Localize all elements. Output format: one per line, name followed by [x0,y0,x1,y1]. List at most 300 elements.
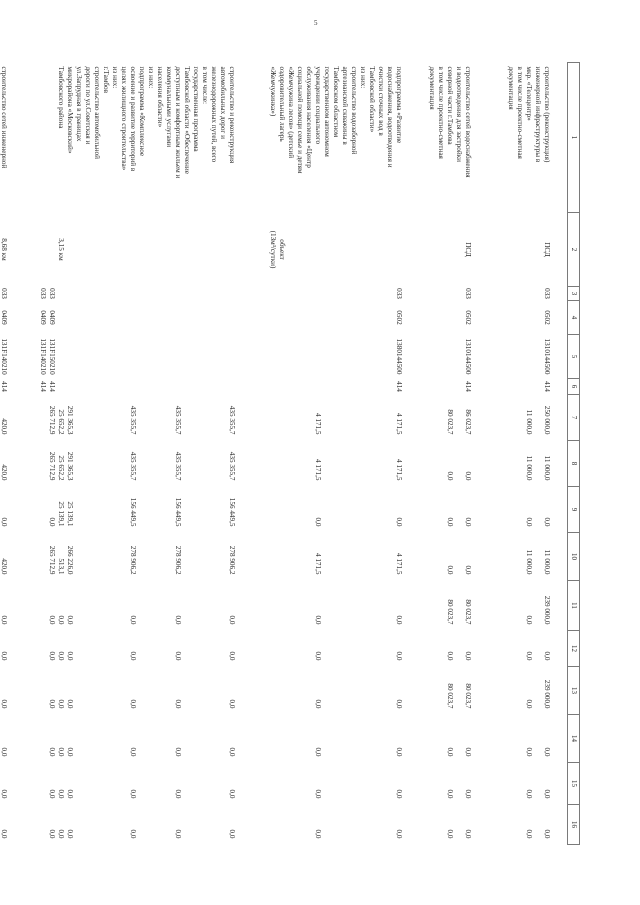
cell-line: (13м³/сутки) [269,230,277,269]
cell-line [340,581,349,625]
cell-line [376,581,385,625]
cell-line [74,301,83,335]
cell-line [110,487,119,527]
cell-col-12 [38,631,248,667]
cell-line [367,715,376,757]
cell-line [110,763,119,799]
column-number-5: 5 [568,335,580,379]
cell-col-14 [427,715,486,763]
column-number-16: 16 [568,805,580,845]
cell-line: целях жилищного строительства» [120,66,128,171]
cell-line: 0,0 [464,565,472,575]
cell-col-6 [506,379,568,395]
cell-line: 0,0 [174,615,182,625]
cell-line: 0,0 [66,615,74,625]
cell-line: 1310144500 [543,338,551,375]
cell-line: 0,0 [446,565,454,575]
cell-line [101,763,110,799]
cell-line: строительство сетей инженерной [0,66,8,169]
cell-line [74,335,83,379]
cell-line [358,441,367,481]
cell-line [191,631,200,661]
cell-col-11 [38,581,248,631]
cell-line: государственная программа [192,66,200,152]
cell-line [110,379,119,395]
cell-line: 0,0 [0,747,8,757]
cell-line [191,581,200,625]
cell-line [358,715,367,757]
cell-col-16 [268,805,407,845]
cell-line [376,395,385,435]
cell-line [164,667,173,709]
cell-line: 435 355,7 [174,405,182,435]
cell-col-7 [38,395,248,441]
cell-line: 0,0 [48,789,56,799]
cell-line [227,287,236,301]
cell-line [65,301,74,335]
cell-col-11 [0,581,18,631]
cell-line [110,441,119,481]
cell-line [209,533,218,575]
cell-line: 0,0 [525,789,533,799]
cell-col-1 [268,63,407,213]
cell-line [182,805,191,839]
cell-line: 435 355,7 [129,451,137,481]
cell-col-8 [0,441,18,487]
cell-line [92,441,101,481]
cell-line [191,379,200,395]
cell-line [101,395,110,435]
cell-line [83,287,92,301]
cell-line [101,631,110,661]
cell-col-6 [38,379,248,395]
cell-line: 266 226,0 [66,545,74,575]
cell-line: 0,0 [395,829,403,839]
cell-line: 0,0 [174,829,182,839]
cell-line [119,287,128,301]
cell-line [218,301,227,335]
cell-line: «Жемчужинка») [269,66,277,117]
column-number-9: 9 [568,487,580,533]
row-spacer [248,63,268,845]
cell-line [454,631,463,661]
cell-line [155,715,164,757]
cell-line [182,715,191,757]
cell-line: 0,0 [48,517,56,527]
cell-line: Тамбовского района [57,66,65,129]
cell-line [376,631,385,661]
cell-line: 0,0 [129,829,137,839]
table-row [427,63,486,845]
cell-line: микрорайона «Московский» [66,66,74,154]
cell-line [385,805,394,839]
cell-line [191,213,200,287]
cell-line [101,335,110,379]
cell-line [340,715,349,757]
cell-line: 156 449,5 [228,497,236,527]
cell-line [322,581,331,625]
cell-col-11 [506,581,568,631]
cell-line: 25 652,2 [57,455,65,481]
cell-col-14 [0,715,18,763]
cell-line [209,763,218,799]
cell-line: 0,0 [57,651,65,661]
cell-line [83,213,92,287]
cell-line [376,533,385,575]
cell-col-11 [268,581,407,631]
cell-line [358,631,367,661]
cell-line: 0,0 [525,747,533,757]
cell-line: 0,0 [543,651,551,661]
cell-line: 0,0 [129,699,137,709]
cell-line: обслуживания населения «Центр [305,66,313,168]
cell-line: 0,0 [395,615,403,625]
cell-line [83,487,92,527]
cell-line [191,441,200,481]
cell-line [385,763,394,799]
cell-line [385,581,394,625]
table-row [0,63,18,845]
cell-line [376,487,385,527]
cell-line [454,763,463,799]
cell-col-15 [38,763,248,805]
cell-line [454,715,463,757]
cell-line [322,395,331,435]
cell-line [164,395,173,435]
cell-line [227,301,236,335]
cell-line [74,581,83,625]
cell-line: 80 023,7 [446,409,454,435]
cell-line [322,533,331,575]
cell-line: 0,0 [395,789,403,799]
cell-line [137,763,146,799]
cell-line: ПСД [543,242,551,257]
cell-line [376,441,385,481]
cell-col-10 [38,533,248,581]
cell-line [164,335,173,379]
cell-line [56,335,65,379]
cell-line: 0,0 [314,829,322,839]
cell-line [173,287,182,301]
cell-line [155,213,164,287]
cell-line [101,379,110,395]
cell-col-16 [506,805,568,845]
cell-col-9 [0,487,18,533]
cell-line [110,335,119,379]
cell-line [533,715,542,757]
cell-col-13 [427,667,486,715]
column-number-6: 6 [568,379,580,395]
cell-line: 0,0 [464,651,472,661]
cell-line: 435 355,7 [228,451,236,481]
cell-line [83,533,92,575]
cell-col-13 [506,667,568,715]
cell-line [101,213,110,287]
cell-col-4 [427,301,486,335]
cell-line [454,441,463,481]
cell-line: 033 [48,288,56,299]
cell-line [119,805,128,839]
cell-line [385,395,394,435]
cell-line: 0,0 [464,517,472,527]
cell-line: и водоотведения для застройки [455,66,463,163]
cell-line: 0,0 [66,829,74,839]
cell-line [376,763,385,799]
cell-line: артезианской скважины в [341,66,349,145]
cell-line: 1380144500 [395,338,403,375]
cell-line [65,379,74,395]
cell-line: 0,0 [543,747,551,757]
cell-line [385,715,394,757]
cell-line: г.Тамбов [102,66,110,94]
cell-line [155,379,164,395]
cell-line: 0,0 [174,747,182,757]
cell-line: железнодорожных путей, всего [210,66,218,163]
cell-line [119,441,128,481]
cell-line: 278 906,2 [228,545,236,575]
cell-line [155,763,164,799]
cell-line: 0,0 [395,517,403,527]
cell-col-14 [268,715,407,763]
table-row [38,63,248,845]
cell-line [119,213,128,287]
cell-line [533,581,542,625]
cell-line: 0,0 [228,789,236,799]
cell-line [101,441,110,481]
cell-line [155,287,164,301]
cell-col-8 [38,441,248,487]
cell-line: 25 139,1 [66,501,74,527]
cell-line: 278 906,2 [174,545,182,575]
cell-line [331,581,340,625]
cell-line: 513,1 [57,558,65,575]
table-body [0,63,580,845]
cell-col-9 [427,487,486,533]
cell-col-12 [427,631,486,667]
cell-line [376,715,385,757]
cell-line: 0,0 [66,699,74,709]
cell-line: 414 [39,381,47,392]
cell-line: 0,0 [57,615,65,625]
cell-line: 0,0 [395,699,403,709]
cell-line [218,533,227,575]
cell-line [83,379,92,395]
column-number-13: 13 [568,667,580,715]
cell-line [74,533,83,575]
cell-line [101,805,110,839]
cell-line: государственном автономном [323,66,331,157]
cell-line: 80 023,7 [446,599,454,625]
cell-line [367,667,376,709]
cell-line: 414 [464,381,472,392]
cell-line [218,487,227,527]
cell-line: освоение и развитие территорий в [129,66,137,172]
cell-line [322,631,331,661]
cell-line: 0,0 [228,829,236,839]
cell-line [56,379,65,395]
cell-line [92,715,101,757]
cell-line: 435 355,7 [228,405,236,435]
cell-line: 0,0 [314,747,322,757]
cell-line [376,667,385,709]
cell-line [200,301,209,335]
cell-line [65,287,74,301]
cell-line [137,487,146,527]
cell-line [137,441,146,481]
cell-line [349,533,358,575]
cell-col-8 [268,441,407,487]
cell-line: 25 652,2 [57,409,65,435]
cell-col-15 [427,763,486,805]
cell-line: 11 000,0 [543,549,551,575]
cell-line [164,631,173,661]
cell-line [200,287,209,301]
cell-line [146,441,155,481]
cell-col-6 [268,379,407,395]
cell-line [454,667,463,709]
cell-line [101,533,110,575]
cell-line: 420,0 [0,464,8,481]
cell-col-3 [0,287,18,301]
cell-line: инженерной инфраструктуры в [534,66,542,163]
cell-line: 0,0 [66,747,74,757]
cell-line [146,335,155,379]
cell-line [164,715,173,757]
cell-line: 0,0 [314,699,322,709]
cell-line: строительство (реконструкция) [543,66,551,163]
cell-line [146,533,155,575]
cell-line [340,441,349,481]
spacer-cell [486,63,506,845]
cell-line [173,335,182,379]
cell-col-2 [0,213,18,287]
cell-line [110,581,119,625]
cell-line [146,631,155,661]
cell-line: документация [507,66,515,110]
cell-line: 420,0 [0,418,8,435]
cell-line [200,805,209,839]
cell-col-12 [268,631,407,667]
cell-line [367,631,376,661]
cell-line: 0,0 [174,789,182,799]
cell-line: водоснабжения, водоотведения и [386,66,394,168]
cell-line [146,715,155,757]
cell-line [331,487,340,527]
cell-line: 0,0 [543,517,551,527]
cell-line [349,805,358,839]
cell-line: 0,0 [129,615,137,625]
cell-line [191,667,200,709]
cell-line: 0,0 [446,651,454,661]
cell-col-9 [268,487,407,533]
cell-line: 0,0 [228,699,236,709]
cell-line [101,581,110,625]
cell-line [385,631,394,661]
cell-line [83,631,92,661]
cell-line: 0,0 [129,747,137,757]
cell-line: 435 355,7 [129,405,137,435]
cell-col-15 [506,763,568,805]
cell-line: 131F150210 [48,338,56,375]
cell-line [146,287,155,301]
cell-line [128,379,137,395]
cell-line [322,715,331,757]
cell-line: 0,0 [543,789,551,799]
cell-line [200,763,209,799]
cell-line [385,487,394,527]
cell-line [340,805,349,839]
cell-line [218,213,227,287]
cell-line: 80 023,7 [464,683,472,709]
cell-line: 0,0 [228,747,236,757]
cell-line [340,667,349,709]
cell-line: 86 023,7 [464,409,472,435]
cell-line: 0,0 [0,517,8,527]
cell-line [218,805,227,839]
cell-line [83,715,92,757]
cell-line [182,213,191,287]
cell-line [92,301,101,335]
cell-line [119,533,128,575]
cell-line [227,379,236,395]
cell-line: 0,0 [48,747,56,757]
cell-line: строительство и реконструкция [228,66,236,164]
cell-line [137,667,146,709]
cell-col-3 [427,287,486,301]
cell-line [74,763,83,799]
cell-line [83,301,92,335]
cell-line: 156 449,5 [129,497,137,527]
cell-line [367,487,376,527]
cell-line [340,487,349,527]
cell-line [83,805,92,839]
cell-line [533,487,542,527]
cell-line [155,441,164,481]
cell-line [146,213,155,287]
cell-line: 3,15 км [57,238,65,261]
cell-line [340,533,349,575]
spacer-cell [248,63,268,845]
cell-line: 0,0 [525,651,533,661]
cell-line [209,441,218,481]
cell-line [191,301,200,335]
row-spacer [486,63,506,845]
cell-line [164,581,173,625]
cell-line: 0,0 [228,651,236,661]
cell-col-7 [506,395,568,441]
cell-line [137,631,146,661]
cell-line [164,301,173,335]
cell-line [110,667,119,709]
cell-line: 033 [395,288,403,299]
cell-line [349,763,358,799]
cell-line [83,335,92,379]
cell-line [367,581,376,625]
cell-line [173,213,182,287]
cell-line: 0,0 [446,471,454,481]
cell-line [110,301,119,335]
column-number-14: 14 [568,715,580,763]
cell-line [119,335,128,379]
cell-col-6 [0,379,18,395]
cell-line: северной части г.Тамбова [446,66,454,145]
cell-col-5 [0,335,18,379]
cell-line [227,213,236,287]
cell-line: коммунальными услугами [165,66,173,148]
cell-line: из них: [147,66,155,89]
cell-line: 0,0 [395,747,403,757]
cell-line: 131F140210 [0,338,8,375]
